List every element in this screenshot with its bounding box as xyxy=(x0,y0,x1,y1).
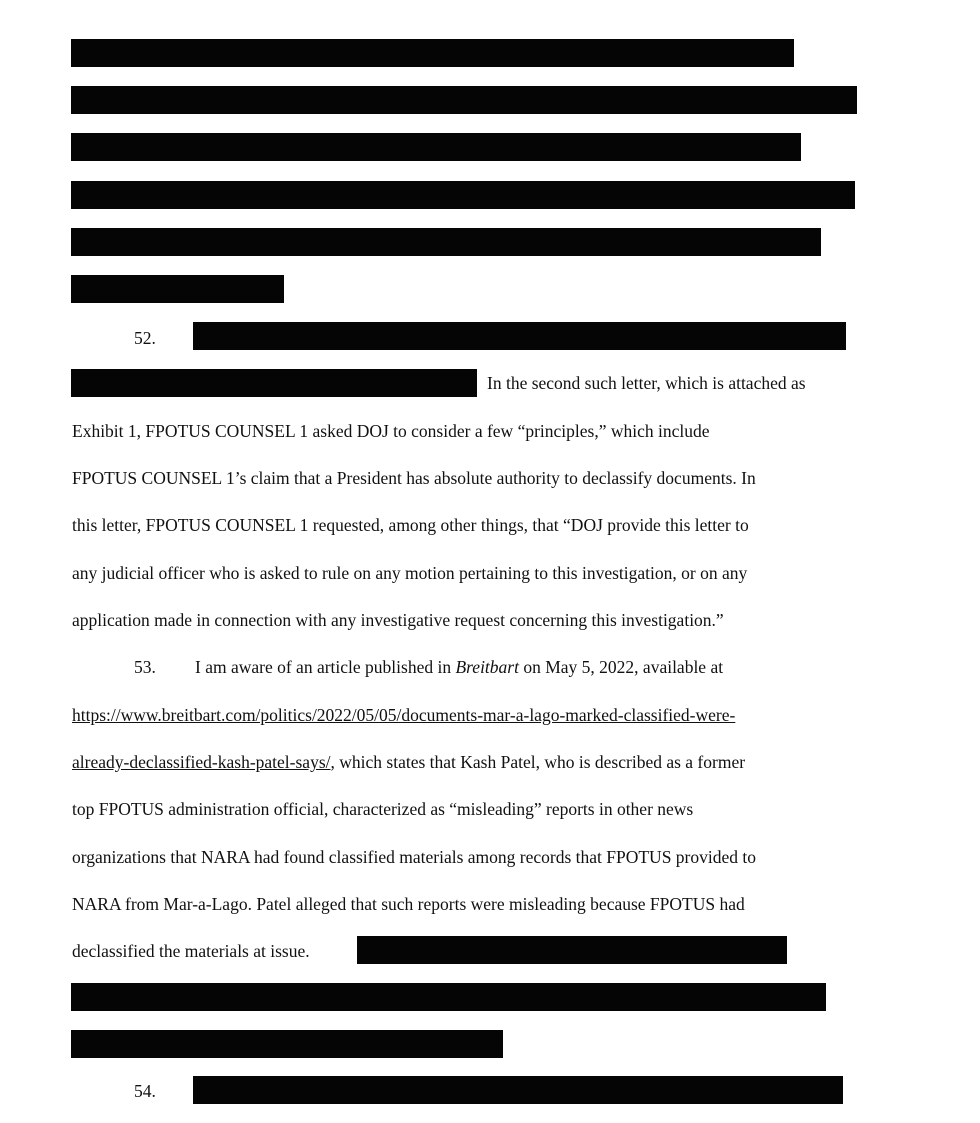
paragraph-number-54: 54. xyxy=(134,1081,156,1101)
paragraph-number-52: 52. xyxy=(134,328,156,348)
redaction-bar xyxy=(71,228,821,256)
redaction-bar xyxy=(193,322,846,350)
paragraph-52-line-6: application made in connection with any investigative request concerning this investigation.” xyxy=(72,610,724,630)
paragraph-number-53: 53. xyxy=(134,657,156,677)
redaction-bar xyxy=(71,86,857,114)
article-url-part-2[interactable]: already-declassified-kash-patel-says/ xyxy=(72,752,331,772)
paragraph-53-line-1 xyxy=(195,656,723,678)
paragraph-53-line-7: declassified the materials at issue. xyxy=(72,941,310,961)
redaction-bar xyxy=(357,936,787,964)
paragraph-53-line-3 xyxy=(72,751,745,773)
redaction-bar xyxy=(71,983,826,1011)
redaction-bar xyxy=(71,1030,503,1058)
paragraph-52-line-2: Exhibit 1, FPOTUS COUNSEL 1 asked DOJ to consider a few “principles,” which include xyxy=(72,421,710,441)
redaction-bar xyxy=(71,133,801,161)
paragraph-53-line-3-text: , which states that Kash Patel, who is described as a former xyxy=(330,752,746,772)
paragraph-52-line-5: any judicial officer who is asked to rule on any motion pertaining to this investigation, or on any xyxy=(72,563,748,583)
paragraph-52-line-1: In the second such letter, which is attached as xyxy=(487,373,806,393)
publication-name: Breitbart xyxy=(455,657,519,677)
redaction-bar xyxy=(193,1076,843,1104)
redaction-bar xyxy=(71,181,855,209)
paragraph-52-line-4: this letter, FPOTUS COUNSEL 1 requested, among other things, that “DOJ provide this letter to xyxy=(72,515,749,535)
redaction-bar xyxy=(71,369,477,397)
paragraph-53-line-5: organizations that NARA had found classified materials among records that FPOTUS provided to xyxy=(72,847,756,867)
redaction-bar xyxy=(71,39,794,67)
paragraph-52-line-3: FPOTUS COUNSEL 1’s claim that a President has absolute authority to declassify documents. In xyxy=(72,468,756,488)
redaction-bar xyxy=(71,275,284,303)
article-url-part-1[interactable]: https://www.breitbart.com/politics/2022/05/05/documents-mar-a-lago-marked-classified-were- xyxy=(72,705,736,725)
paragraph-53-line-6: NARA from Mar-a-Lago. Patel alleged that such reports were misleading because FPOTUS had xyxy=(72,894,745,914)
paragraph-53-line-1-text-b: on May 5, 2022, available at xyxy=(518,657,724,677)
paragraph-53-line-4: top FPOTUS administration official, characterized as “misleading” reports in other news xyxy=(72,799,694,819)
paragraph-53-line-1-text-a: I am aware of an article published in xyxy=(195,657,456,677)
